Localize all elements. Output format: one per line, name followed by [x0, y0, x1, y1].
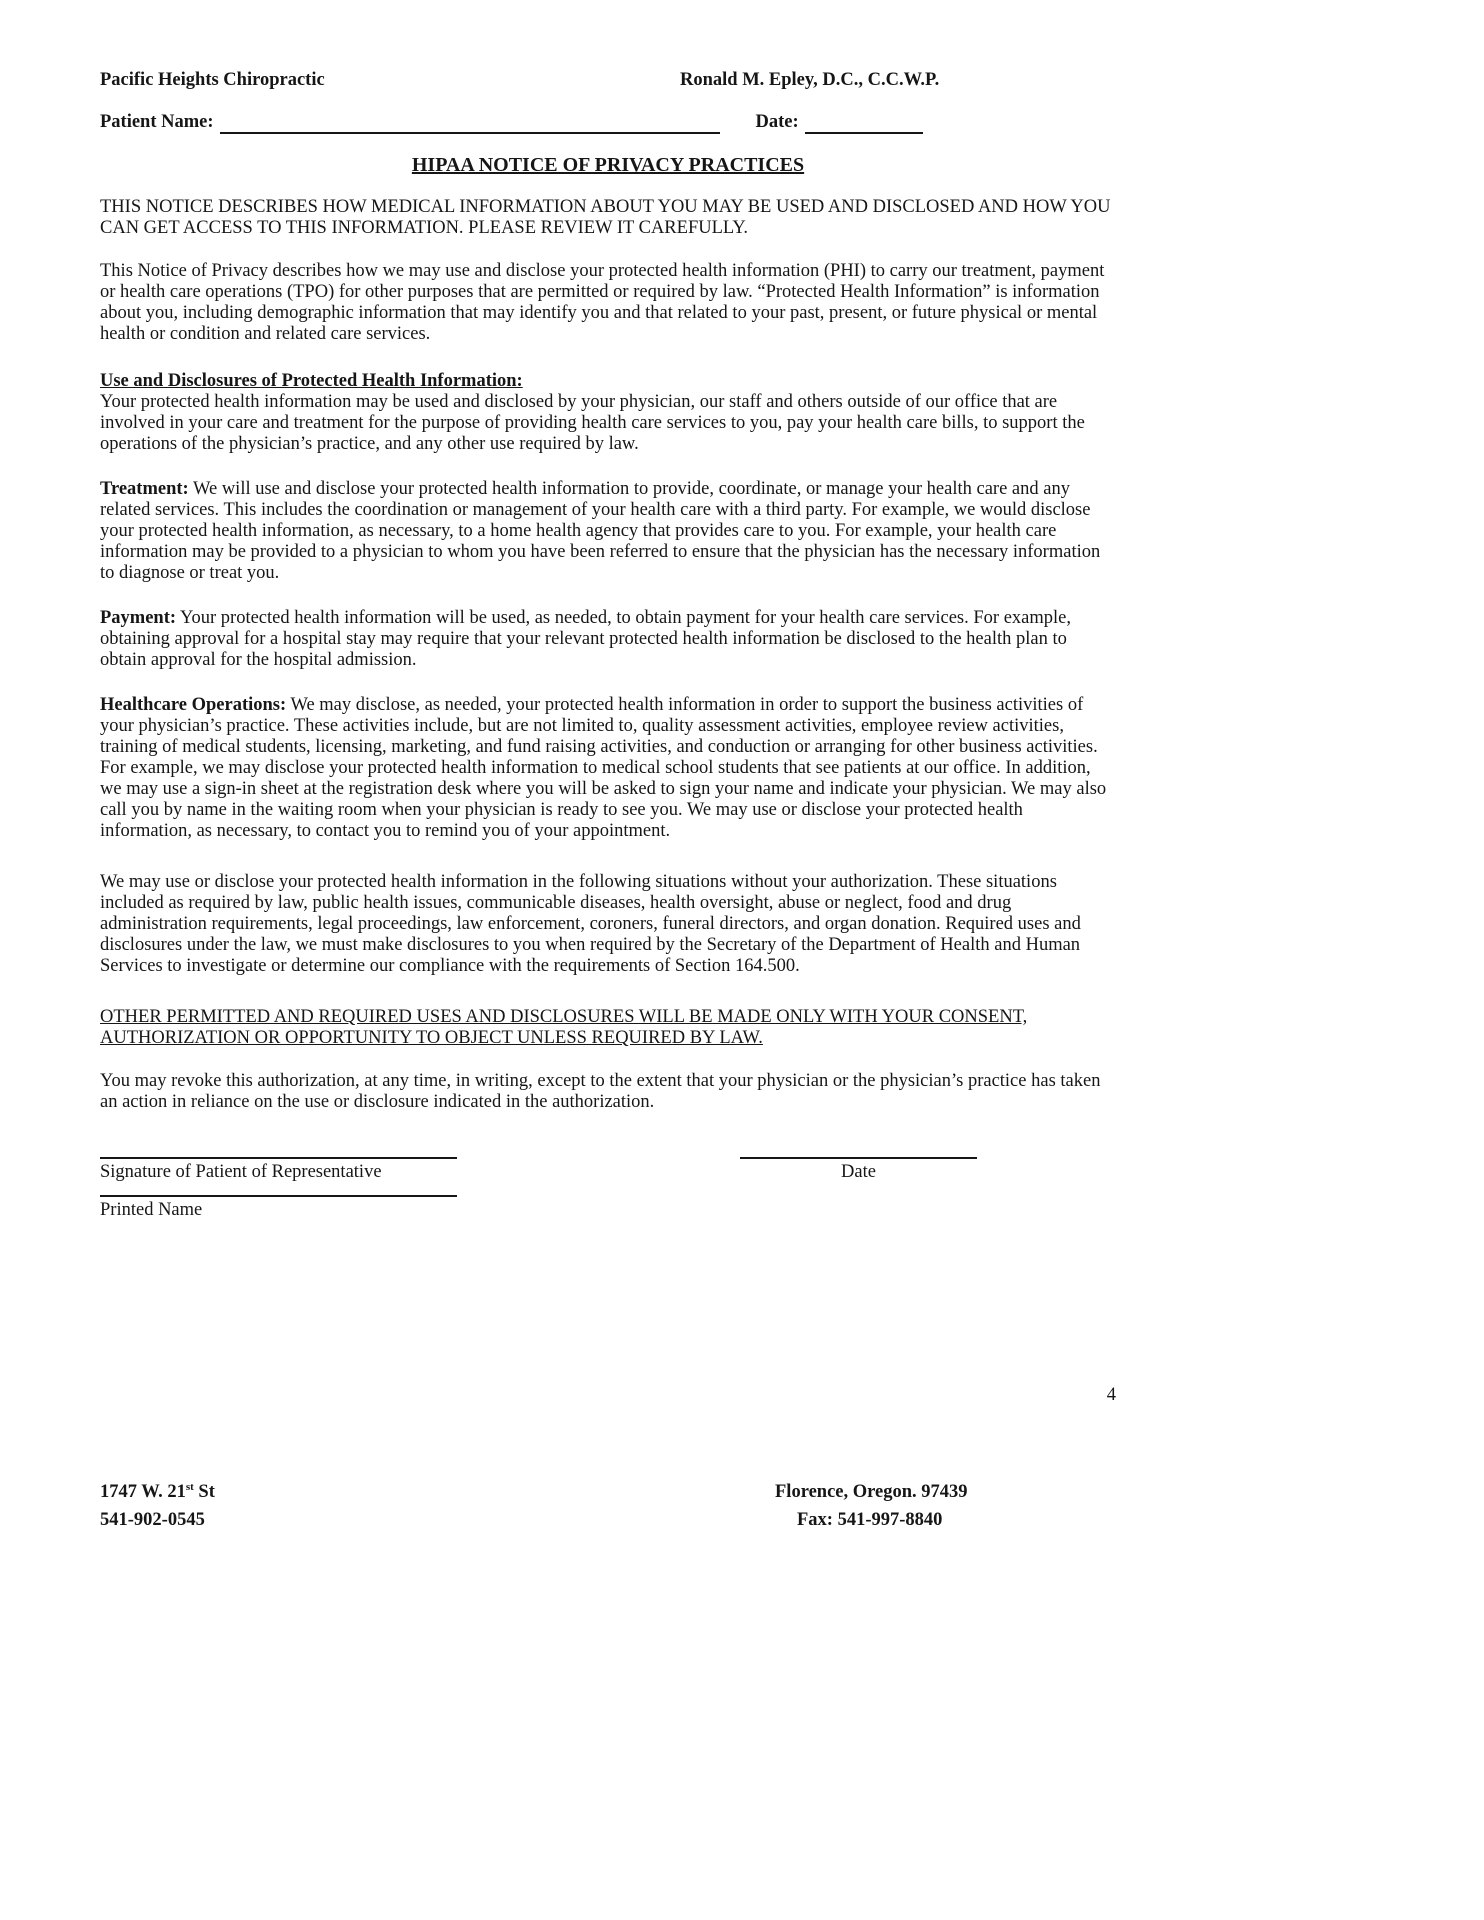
signature-date-label: Date [841, 1162, 876, 1182]
use-disclosures-heading: Use and Disclosures of Protected Health Information: [100, 371, 523, 391]
date-field[interactable] [805, 118, 923, 134]
payment-paragraph [100, 608, 1116, 671]
date-label: Date: [755, 112, 799, 132]
document-content [100, 70, 1116, 1267]
footer-location-block [775, 1478, 968, 1534]
signature-section [100, 1157, 1116, 1267]
healthcare-operations-text: We may disclose, as needed, your protected health information in order to support the business activities of your physician’s practice. These activities include, but are not limited to, quality assessment activities, employee review activities, training of medical students, licensing, marketing, and fund raising activities, and conduction or arranging for other business activities. For example, we may disclose your protected health information to medical school students that see patients at our office. In addition, we may use a sign-in sheet at the registration desk where you will be asked to sign your name and indicate your physician. We may also call you by name in the waiting room when your physician is ready to see you. We may use or disclose your protected health information, as necessary, to contact you to remind you of your appointment. [100, 695, 1107, 841]
payment-text: Your protected health information will be used, as needed, to obtain payment for your health care services. For example, obtaining approval for a hospital stay may require that your relevant protected health information be disclosed to the health plan to obtain approval for the hospital admission. [100, 608, 1071, 670]
footer-phone: 541-902-0545 [100, 1510, 205, 1530]
footer-address-block [100, 1478, 215, 1534]
patient-name-label: Patient Name: [100, 112, 214, 132]
treatment-paragraph [100, 479, 1116, 584]
footer-street-number: 1747 W. 21 [100, 1482, 186, 1502]
signature-date-line[interactable] [740, 1157, 977, 1159]
signature-label: Signature of Patient of Representative [100, 1162, 382, 1182]
document-header [100, 70, 1116, 91]
signature-column [100, 1157, 457, 1221]
patient-info-row [100, 112, 1116, 133]
printed-name-label: Printed Name [100, 1200, 203, 1220]
without-authorization-paragraph: We may use or disclose your protected health information in the following situations without your authorization. These situations included as required by law, public health issues, communicable diseases, health oversight, abuse or neglect, food and drug administration requirements, legal proceedings, law enforcement, coroners, funeral directors, and organ donation. Required uses and disclosures under the law, we must make disclosures to you when required by the Secretary of the Department of Health and Human Services to investigate or determine our compliance with the requirements of Section 164.500. [100, 872, 1081, 976]
intro-paragraph: This Notice of Privacy describes how we may use and disclose your protected health information (PHI) to carry our treatment, payment or health care operations (TPO) for other purposes that are permitted or required by law. “Protected Health Information” is information about you, including demographic information that may identify you and that related to your past, present, or future physical or mental health or condition and related care services. [100, 261, 1105, 344]
notice-caps-paragraph: THIS NOTICE DESCRIBES HOW MEDICAL INFORMATION ABOUT YOU MAY BE USED AND DISCLOSED AND HOW YOU CAN GET ACCESS TO THIS INFORMATION. PLEASE REVIEW IT CAREFULLY. [100, 197, 1111, 238]
patient-name-field[interactable] [220, 118, 720, 134]
page-number: 4 [1106, 1385, 1116, 1405]
use-disclosures-paragraph: Your protected health information may be used and disclosed by your physician, our staff and others outside of our office that are involved in your care and treatment for the purpose of providing health care services to you, pay your health care bills, to support the operations of the physician’s practice, and any other use required by law. [100, 392, 1085, 454]
treatment-text: We will use and disclose your protected health information to provide, coordinate, or manage your health care and any related services. This includes the coordination or management of your health care with a third party. For example, we would disclose your protected health information, as necessary, to a home health agency that provides care to you. For example, your health care information may be provided to a physician to whom you have been referred to ensure that the physician has the necessary information to diagnose or treat you. [100, 479, 1101, 583]
practice-name: Pacific Heights Chiropractic [100, 70, 325, 90]
printed-name-line[interactable] [100, 1195, 457, 1197]
treatment-label: Treatment: [100, 479, 189, 499]
footer-street-line [100, 1478, 215, 1506]
other-permitted-paragraph: OTHER PERMITTED AND REQUIRED USES AND DISCLOSURES WILL BE MADE ONLY WITH YOUR CONSENT, AUTHORIZATION OR OPPORTUNITY TO OBJECT UNLESS REQUIRED BY LAW. [100, 1007, 1028, 1048]
signature-date-column [740, 1157, 977, 1183]
healthcare-operations-label: Healthcare Operations: [100, 695, 287, 715]
footer-street-ordinal: st [185, 1480, 194, 1493]
footer-street-name: St [193, 1482, 215, 1502]
revoke-paragraph: You may revoke this authorization, at any time, in writing, except to the extent that your physician or the physician’s practice has taken an action in reliance on the use or disclosure indicated in the authorization. [100, 1071, 1101, 1112]
payment-label: Payment: [100, 608, 177, 628]
footer-city: Florence, Oregon. 97439 [775, 1482, 968, 1502]
footer-fax: Fax: 541-997-8840 [797, 1510, 943, 1530]
doctor-name: Ronald M. Epley, D.C., C.C.W.P. [680, 70, 940, 90]
page-title: HIPAA NOTICE OF PRIVACY PRACTICES [411, 154, 805, 176]
healthcare-operations-paragraph [100, 695, 1116, 842]
signature-line[interactable] [100, 1157, 457, 1159]
